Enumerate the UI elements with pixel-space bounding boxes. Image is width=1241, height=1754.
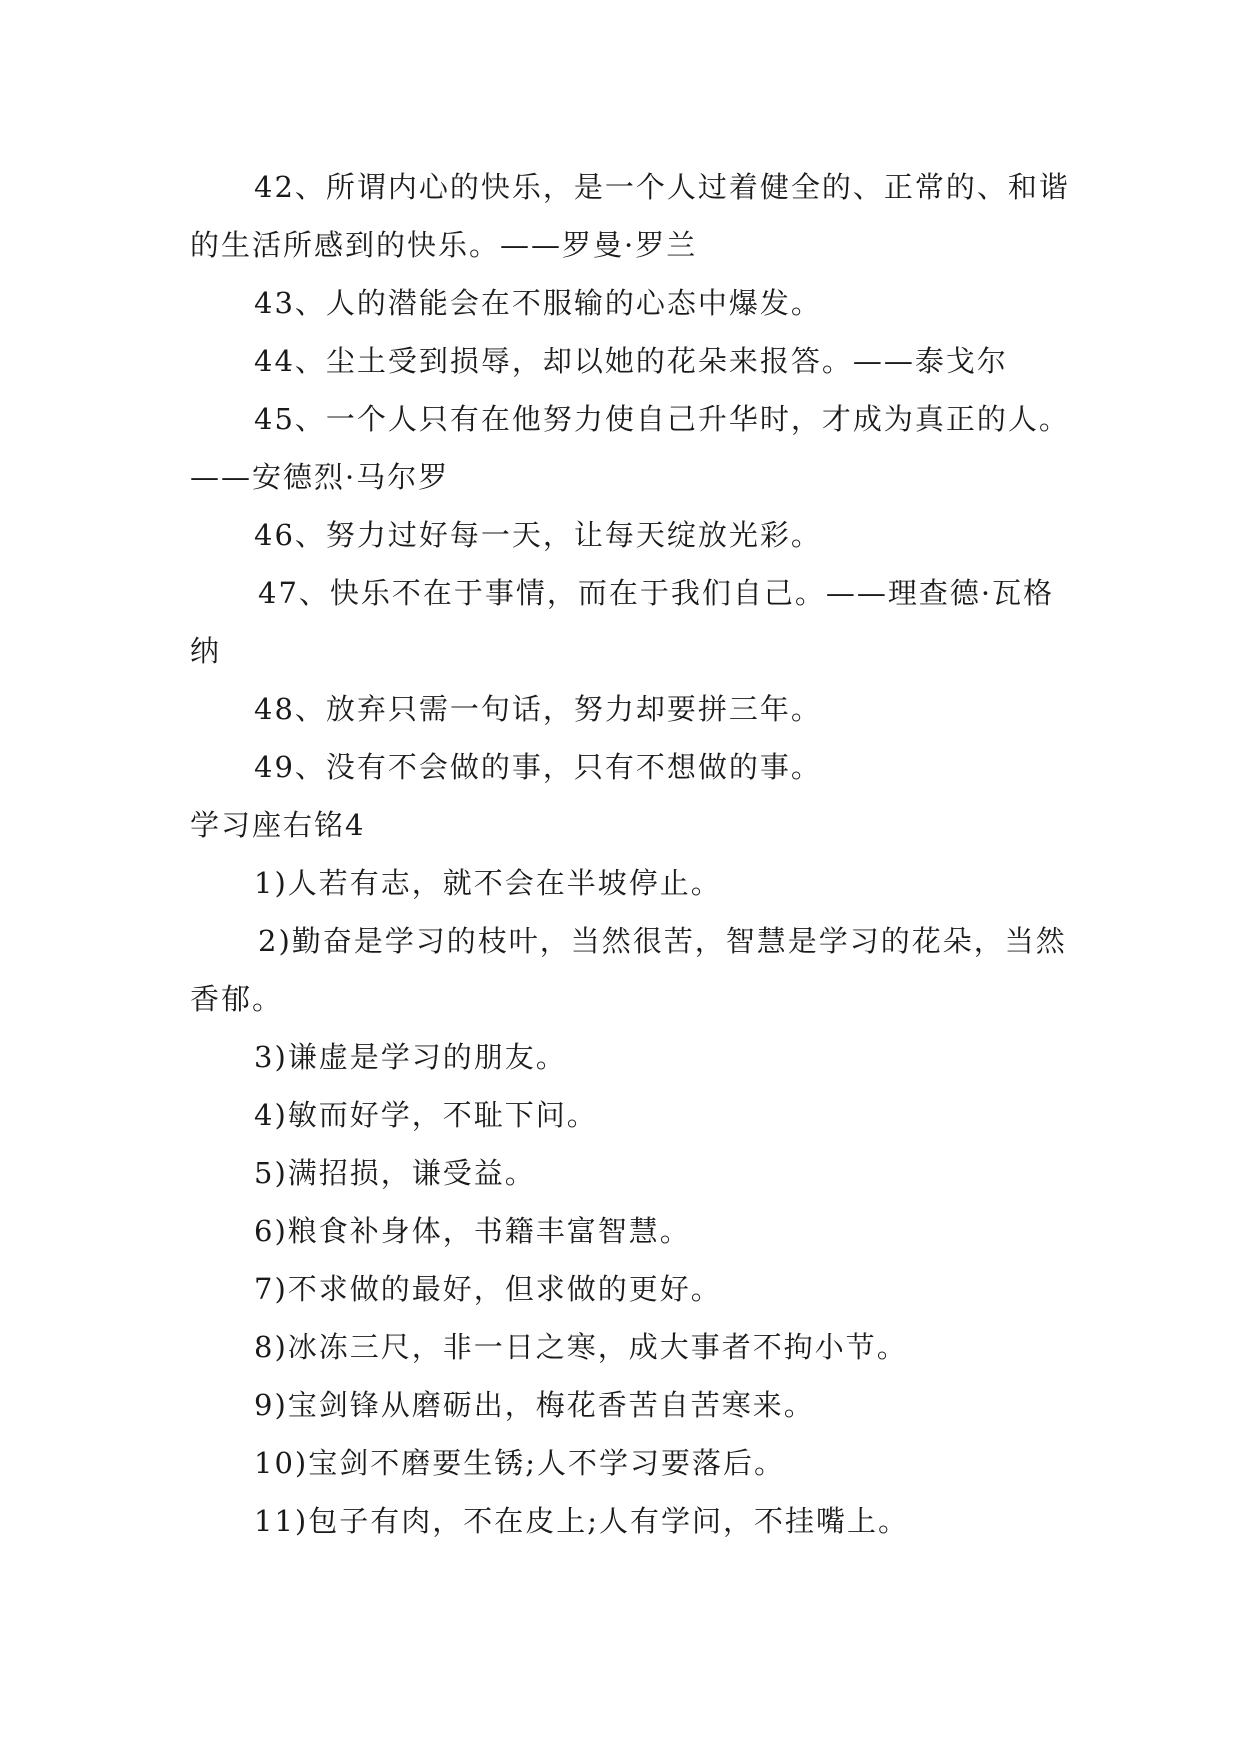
motto-item: 3)谦虚是学习的朋友。 <box>254 1040 567 1074</box>
quote-43: 43、人的潜能会在不服输的心态中爆发。 <box>254 286 822 320</box>
quote-49: 49、没有不会做的事，只有不想做的事。 <box>254 750 822 784</box>
motto-item: 5)满招损，谦受益。 <box>254 1156 536 1190</box>
document-body <box>190 158 1070 1550</box>
quote-45: 45、一个人只有在他努力使自己升华时，才成为真正的人。——安德烈·马尔罗 <box>190 402 1070 494</box>
quote-48: 48、放弃只需一句话，努力却要拼三年。 <box>254 692 822 726</box>
motto-item: 2)勤奋是学习的枝叶，当然很苦，智慧是学习的花朵，当然香郁。 <box>190 924 1067 1016</box>
quote-42: 42、所谓内心的快乐，是一个人过着健全的、正常的、和谐的生活所感到的快乐。——罗曼·罗兰 <box>190 170 1070 262</box>
motto-item: 1)人若有志，就不会在半坡停止。 <box>254 866 722 900</box>
motto-item: 7)不求做的最好，但求做的更好。 <box>254 1272 722 1306</box>
section-heading: 学习座右铭4 <box>190 808 366 842</box>
motto-item: 8)冰冻三尺，非一日之寒，成大事者不拘小节。 <box>254 1330 908 1364</box>
quote-46: 46、努力过好每一天，让每天绽放光彩。 <box>254 518 822 552</box>
motto-item: 11)包子有肉，不在皮上;人有学问，不挂嘴上。 <box>254 1504 909 1538</box>
motto-item: 9)宝剑锋从磨砺出，梅花香苦自苦寒来。 <box>254 1388 815 1422</box>
quote-47: 47、快乐不在于事情，而在于我们自己。——理查德·瓦格纳 <box>190 576 1055 668</box>
motto-item: 10)宝剑不磨要生锈;人不学习要落后。 <box>254 1446 785 1480</box>
quote-44: 44、尘土受到损辱，却以她的花朵来报答。——泰戈尔 <box>254 344 1008 378</box>
motto-item: 4)敏而好学，不耻下问。 <box>254 1098 598 1132</box>
motto-item: 6)粮食补身体，书籍丰富智慧。 <box>254 1214 691 1248</box>
